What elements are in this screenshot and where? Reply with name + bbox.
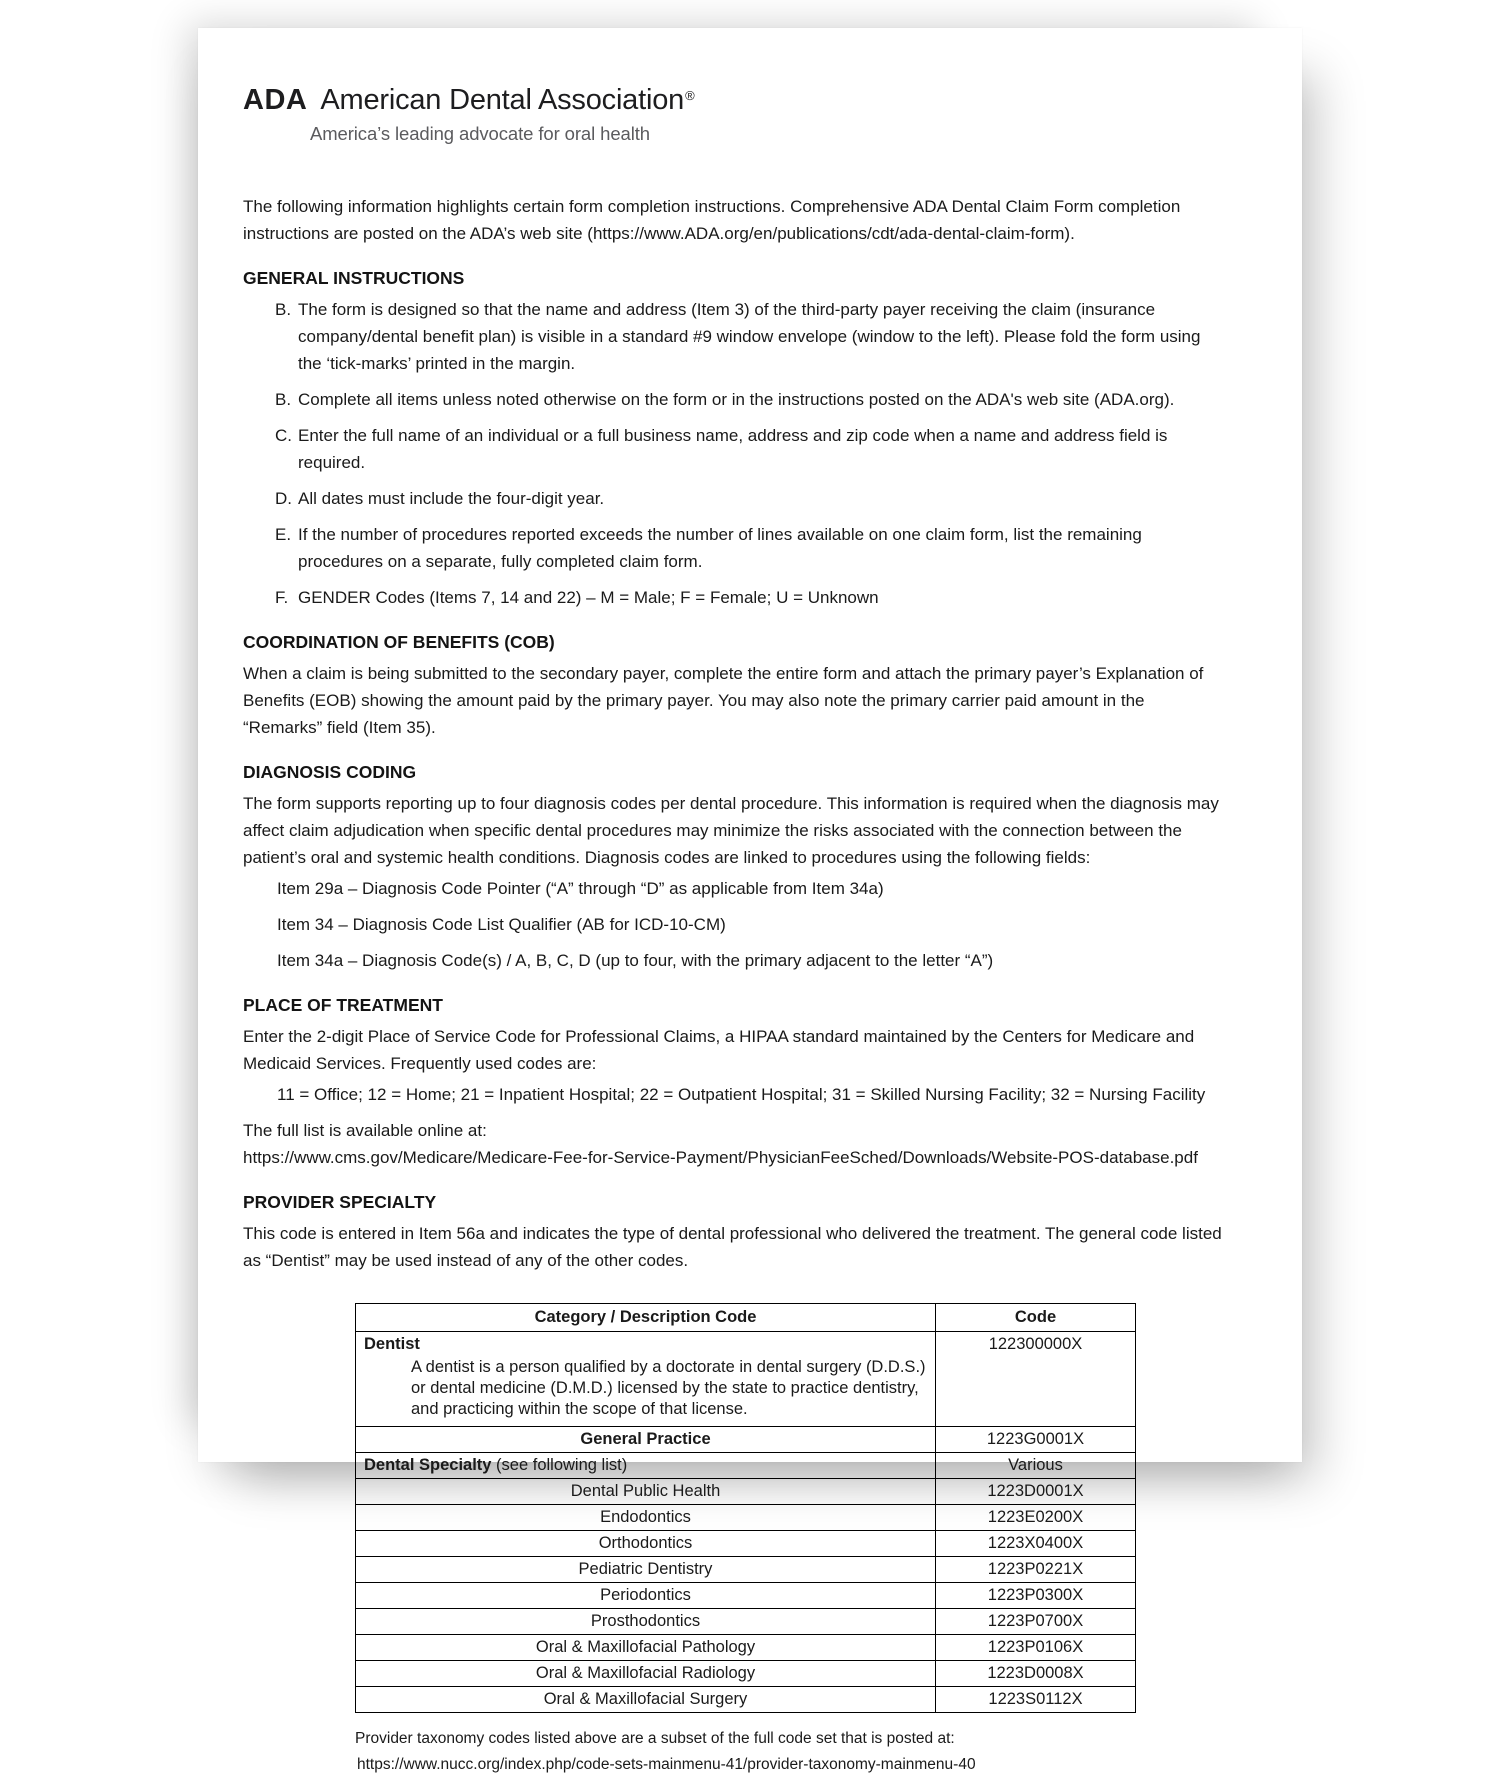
table-row bbox=[356, 1505, 1136, 1531]
list-item-text: GENDER Codes (Items 7, 14 and 22) – M = Male; F = Female; U = Unknown bbox=[298, 588, 879, 607]
general-practice-cell: General Practice bbox=[356, 1427, 936, 1453]
list-item bbox=[243, 485, 1223, 512]
specialty-label-cell: Prosthodontics bbox=[356, 1609, 936, 1635]
specialty-label-cell: Oral & Maxillofacial Pathology bbox=[356, 1635, 936, 1661]
list-item-letter: F. bbox=[275, 588, 289, 607]
list-item-text: If the number of procedures reported exceeds the number of lines available on one claim form, list the remaining procedures on a separate, fully completed claim form. bbox=[298, 525, 1142, 571]
heading-diagnosis-coding: DIAGNOSIS CODING bbox=[243, 762, 417, 782]
place-of-service-codes: 11 = Office; 12 = Home; 21 = Inpatient Hospital; 22 = Outpatient Hospital; 31 = Skilled Nursing Facility; 32 = Nursing Facility bbox=[277, 1085, 1206, 1104]
list-item-letter: B. bbox=[275, 390, 292, 409]
list-item-letter: C. bbox=[275, 426, 292, 445]
dental-specialty-cell bbox=[356, 1453, 936, 1479]
dental-specialty-code-cell: Various bbox=[936, 1453, 1136, 1479]
general-practice-code-cell: 1223G0001X bbox=[936, 1427, 1136, 1453]
specialty-code-cell: 1223P0106X bbox=[936, 1635, 1136, 1661]
dentist-title: Dentist bbox=[364, 1335, 420, 1353]
registered-trademark-symbol: ® bbox=[685, 88, 695, 103]
column-header-category: Category / Description Code bbox=[356, 1304, 936, 1332]
specialty-code-cell: 1223P0700X bbox=[936, 1609, 1136, 1635]
table-row bbox=[356, 1557, 1136, 1583]
document-page bbox=[198, 28, 1302, 1773]
list-item bbox=[243, 584, 1223, 611]
diagnosis-item-29a: Item 29a – Diagnosis Code Pointer (“A” through “D” as applicable from Item 34a) bbox=[277, 879, 884, 898]
dentist-category-cell bbox=[356, 1332, 936, 1427]
table-row bbox=[356, 1635, 1136, 1661]
specialty-code-cell: 1223X0400X bbox=[936, 1531, 1136, 1557]
list-item bbox=[243, 422, 1223, 476]
full-list-label: The full list is available online at: bbox=[243, 1121, 487, 1140]
list-item bbox=[243, 521, 1223, 575]
table-row-dental-specialty bbox=[356, 1453, 1136, 1479]
diagnosis-item-34a: Item 34a – Diagnosis Code(s) / A, B, C, D (up to four, with the primary adjacent to the letter “A”) bbox=[277, 951, 994, 970]
specialty-code-cell: 1223P0221X bbox=[936, 1557, 1136, 1583]
ada-tagline: America’s leading advocate for oral health bbox=[310, 123, 650, 144]
ada-logo-mark: ADA bbox=[243, 84, 308, 116]
specialty-code-cell: 1223S0112X bbox=[936, 1687, 1136, 1713]
ada-logo-name-text: American Dental Association bbox=[320, 84, 685, 116]
dentist-description: A dentist is a person qualified by a doctorate in dental surgery (D.D.S.) or dental medicine (D.M.D.) licensed by the state to practice dentistry, and practicing within the scope of that license. bbox=[411, 1358, 926, 1418]
list-item bbox=[243, 296, 1223, 377]
heading-place-of-treatment: PLACE OF TREATMENT bbox=[243, 995, 443, 1015]
specialty-code-cell: 1223E0200X bbox=[936, 1505, 1136, 1531]
table-footnote bbox=[355, 1726, 1223, 1778]
specialty-label-cell: Pediatric Dentistry bbox=[356, 1557, 936, 1583]
table-row bbox=[356, 1609, 1136, 1635]
table-row bbox=[356, 1687, 1136, 1713]
heading-general-instructions: GENERAL INSTRUCTIONS bbox=[243, 268, 465, 288]
specialty-code-cell: 1223D0001X bbox=[936, 1479, 1136, 1505]
diagnosis-item-34: Item 34 – Diagnosis Code List Qualifier (AB for ICD-10-CM) bbox=[277, 915, 726, 934]
list-item-letter: D. bbox=[275, 489, 292, 508]
ada-logo bbox=[243, 78, 1223, 146]
place-of-treatment-paragraph: Enter the 2-digit Place of Service Code for Professional Claims, a HIPAA standard maintained by the Centers for Medicare and Medicaid Services. Frequently used codes are: bbox=[243, 1027, 1195, 1073]
intro-paragraph: The following information highlights certain form completion instructions. Comprehensive ADA Dental Claim Form completion instructions are posted on the ADA’s web site (https://www.ADA.org/en/publications/cdt/ada-dental-claim-form). bbox=[243, 197, 1181, 243]
nucc-taxonomy-url: https://www.nucc.org/index.php/code-sets-mainmenu-41/provider-taxonomy-mainmenu-40 bbox=[357, 1756, 976, 1773]
table-row-dentist bbox=[356, 1332, 1136, 1427]
provider-specialty-paragraph: This code is entered in Item 56a and indicates the type of dental professional who delivered the treatment. The general code listed as “Dentist” may be used instead of any of the other codes. bbox=[243, 1224, 1222, 1270]
table-header-row bbox=[356, 1304, 1136, 1332]
list-item-letter: B. bbox=[275, 300, 292, 319]
list-item-text: Enter the full name of an individual or a full business name, address and zip code when a name and address field is required. bbox=[298, 426, 1168, 472]
provider-specialty-table bbox=[355, 1303, 1136, 1713]
cms-pos-url: https://www.cms.gov/Medicare/Medicare-Fee-for-Service-Payment/PhysicianFeeSched/Downloads/Website-POS-database.pdf bbox=[243, 1148, 1198, 1167]
table-row bbox=[356, 1661, 1136, 1687]
heading-coordination-of-benefits: COORDINATION OF BENEFITS (COB) bbox=[243, 632, 555, 652]
dental-specialty-note: (see following list) bbox=[491, 1456, 628, 1474]
specialty-code-cell: 1223P0300X bbox=[936, 1583, 1136, 1609]
cob-paragraph: When a claim is being submitted to the secondary payer, complete the entire form and attach the primary payer’s Explanation of Benefits (EOB) showing the amount paid by the primary payer. You may also note the primary carrier paid amount in the “Remarks” field (Item 35). bbox=[243, 664, 1204, 737]
list-item bbox=[243, 386, 1223, 413]
ada-logo-line bbox=[243, 78, 1223, 118]
list-item-text: Complete all items unless noted otherwise on the form or in the instructions posted on the ADA's web site (ADA.org). bbox=[298, 390, 1175, 409]
ada-logo-name bbox=[320, 84, 694, 116]
diagnosis-paragraph: The form supports reporting up to four diagnosis codes per dental procedure. This information is required when the diagnosis may affect claim adjudication when specific dental procedures may minimize the risks associated with the connection between the patient’s oral and systemic health conditions. Diagnosis codes are linked to procedures using the following fields: bbox=[243, 794, 1219, 867]
table-row bbox=[356, 1583, 1136, 1609]
footnote-text: Provider taxonomy codes listed above are a subset of the full code set that is posted at: bbox=[355, 1730, 955, 1747]
table-row bbox=[356, 1531, 1136, 1557]
list-item-letter: E. bbox=[275, 525, 292, 544]
heading-provider-specialty: PROVIDER SPECIALTY bbox=[243, 1192, 437, 1212]
specialty-label-cell: Oral & Maxillofacial Surgery bbox=[356, 1687, 936, 1713]
specialty-label-cell: Endodontics bbox=[356, 1505, 936, 1531]
specialty-label-cell: Orthodontics bbox=[356, 1531, 936, 1557]
column-header-code: Code bbox=[936, 1304, 1136, 1332]
specialty-label-cell: Dental Public Health bbox=[356, 1479, 936, 1505]
list-item-text: All dates must include the four-digit year. bbox=[298, 489, 605, 508]
list-item-text: The form is designed so that the name and address (Item 3) of the third-party payer receiving the claim (insurance company/dental benefit plan) is visible in a standard #9 window envelope (window to the left). Please fold the form using the ‘tick-marks’ printed in the margin. bbox=[298, 300, 1201, 373]
specialty-code-cell: 1223D0008X bbox=[936, 1661, 1136, 1687]
specialty-label-cell: Oral & Maxillofacial Radiology bbox=[356, 1661, 936, 1687]
dental-specialty-label: Dental Specialty bbox=[364, 1456, 492, 1474]
table-row bbox=[356, 1479, 1136, 1505]
general-instructions-list bbox=[243, 296, 1223, 611]
dentist-code-cell: 122300000X bbox=[936, 1332, 1136, 1427]
specialty-label-cell: Periodontics bbox=[356, 1583, 936, 1609]
table-row-general-practice bbox=[356, 1427, 1136, 1453]
